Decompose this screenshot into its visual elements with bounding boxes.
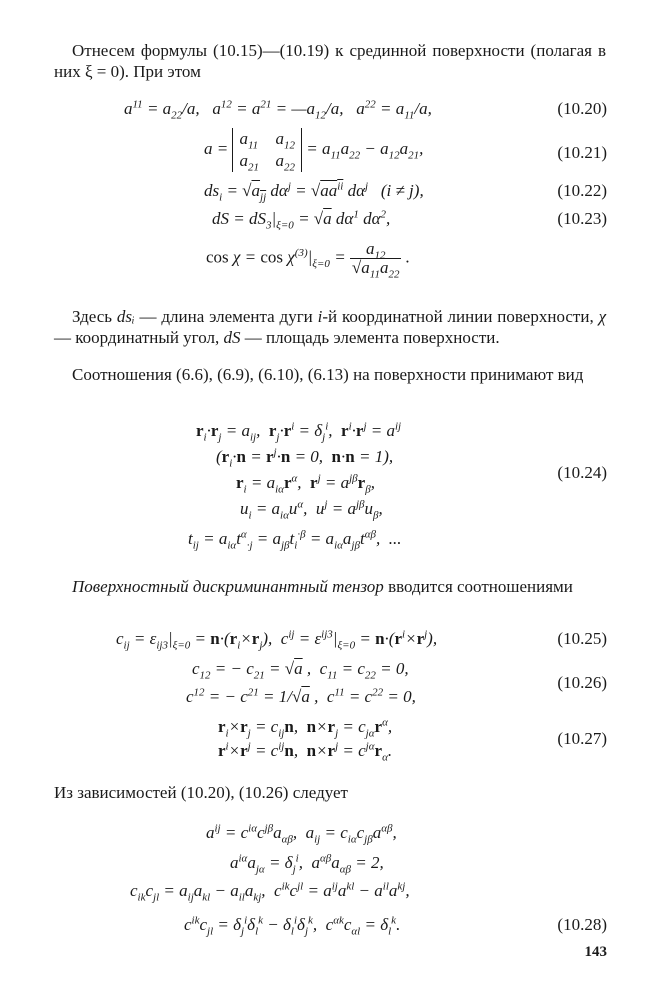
paragraph-relations: Соотношения (6.6), (6.9), (6.10), (6.13) на поверхности принимают вид: [72, 365, 584, 384]
text: — координатный угол,: [54, 328, 220, 347]
text: Здесь: [72, 307, 113, 326]
equation-10-28-line1: $a^{ij} = c^{i\alpha}c^{j\beta}a_{\alpha\beta}$, $a_{ij} = c_{i\alpha}c_{j\beta}a^{\alpha\beta}$,: [206, 822, 397, 846]
equation-10-28-line2: $a^{i\alpha}a_{j\alpha} = \delta_j^i$, $a^{\alpha\beta}a_{\alpha\beta} = 2$,: [230, 852, 384, 876]
paragraph-notation: [54, 306, 606, 348]
equation-cos-chi: $\cos \chi = \cos \chi^{(3)}|_{\xi=0}$ = $\frac{a_{12}}{√a_{11}a_{22}}$ .: [206, 239, 410, 281]
equation-number: (10.25): [557, 629, 607, 648]
equation-10-24-line5: $t_{ij} = a_{i\alpha}t^\alpha_{\cdot j} = a_{j\beta}t_i^{\cdot\beta} = a_{i\alpha}a_{j\beta}t^{\alpha\beta}$, ...: [188, 528, 402, 552]
math-inline: dS: [223, 328, 241, 347]
equation-10-24-line4: $u_i = a_{i\alpha}u^\alpha$, $u^j = a^{j\beta}u_\beta$,: [240, 498, 383, 522]
text: -й координатной линии поверхности,: [322, 307, 594, 326]
equation-10-20: $a^{11} = a_{22}/a$, $a^{12} = a^{21}$ = $—a_{12}/a$, $a^{22} = a_{11}/a$,: [124, 98, 432, 122]
equation-10-27-line1: $r_i\times r_j = c_{ij}n$, $n\times r_j = c_{j\alpha}r^\alpha$,: [218, 716, 393, 740]
equation-10-24-line1: $r_i\cdot r_j = a_{ij}$, $r_j\cdot r^i = \delta_j^i$, $r^i\cdot r^j = a^{ij}$: [196, 420, 402, 444]
equation-number: (10.21): [557, 143, 607, 162]
term-italic: Поверхностный дискриминантный тензор: [72, 577, 384, 596]
equation-10-27-line2: $r^i\times r^j = c^{ij}n$, $n\times r^j = c^{j\alpha}r_\alpha$.: [218, 740, 393, 764]
page-number: 143: [584, 944, 607, 960]
equation-number: (10.28): [557, 915, 607, 934]
equation-number: (10.23): [557, 209, 607, 228]
equation-number: (10.22): [557, 181, 607, 200]
math-inline: i: [317, 307, 323, 326]
text: — площадь элемента поверхности.: [240, 328, 500, 347]
equation-10-24-line2: ($r_i\cdot n = r^j\cdot n = 0$, n·n = 1),: [216, 446, 394, 470]
equation-10-25: $c_{ij} = \varepsilon_{ij3}|_{\xi=0} = n\cdot(r_i\times r_j)$, $c^{ij} = \varepsilon^{ij3}|_{\xi=0} = n\cdot(r^i\times r^j)$,: [116, 628, 438, 652]
equation-number: (10.27): [557, 729, 607, 748]
equation-10-28-line3: $c_{ik}c_{jl} = a_{ij}a_{kl} - a_{il}a_{kj}$, $c^{ik}c^{jl} = a^{ij}a^{kl} - a^{il}a^{kj}$,: [130, 880, 410, 904]
equation-10-26-line2: $c^{12}$ = − $c^{21} = 1/√a$ , $c^{11} = c^{22} = 0$,: [186, 686, 416, 706]
determinant: $a_{11}$ $a_{12}$ $a_{21}$ $a_{22}$: [232, 128, 302, 172]
equation-10-24-line3: $r_i = a_{i\alpha}r^\alpha$, $r^j = a^{j\beta}r_\beta$,: [236, 472, 375, 496]
paragraph-consequence: Из зависимостей (10.20), (10.26) следует: [54, 783, 348, 802]
paragraph-discriminant: [54, 576, 606, 597]
math-inline: dsᵢ: [116, 307, 135, 326]
equation-10-26-line1: $c_{12}$ = − $c_{21} = √a$ , $c_{11} = c_{22} = 0$,: [192, 659, 409, 682]
equation-10-22: $ds_i = √a_{jj}$ $d\alpha^j = √aa^{ii}$ $d\alpha^j$ (i ≠ j),: [204, 180, 424, 204]
equation-number: (10.24): [557, 463, 607, 482]
math-inline: χ: [598, 307, 607, 326]
equation-10-23: dS = $dS_3|_{\xi=0} = √a$ $d\alpha^1$ $d\alpha^2$,: [212, 208, 391, 232]
equation-10-21: a = $a_{11}$ $a_{12}$ $a_{21}$ $a_{22}$ = $a_{11}a_{22} - a_{12}a_{21}$,: [204, 129, 424, 174]
text: вводится соотношениями: [383, 577, 573, 596]
equation-10-28-line4: $c^{ik}c_{jl} = \delta_j^i\delta_l^k - \delta_l^i\delta_j^k$, $c^{\alpha k}c_{\alpha l} = \delta_l^k$.: [184, 914, 401, 938]
equation-number: (10.26): [557, 673, 607, 692]
equation-number: (10.20): [557, 99, 607, 118]
paragraph-intro: Отнесем формулы (10.15)—(10.19) к срединной поверхности (полагая в них ξ = 0). При этом: [54, 41, 606, 81]
text: — длина элемента дуги: [134, 307, 313, 326]
